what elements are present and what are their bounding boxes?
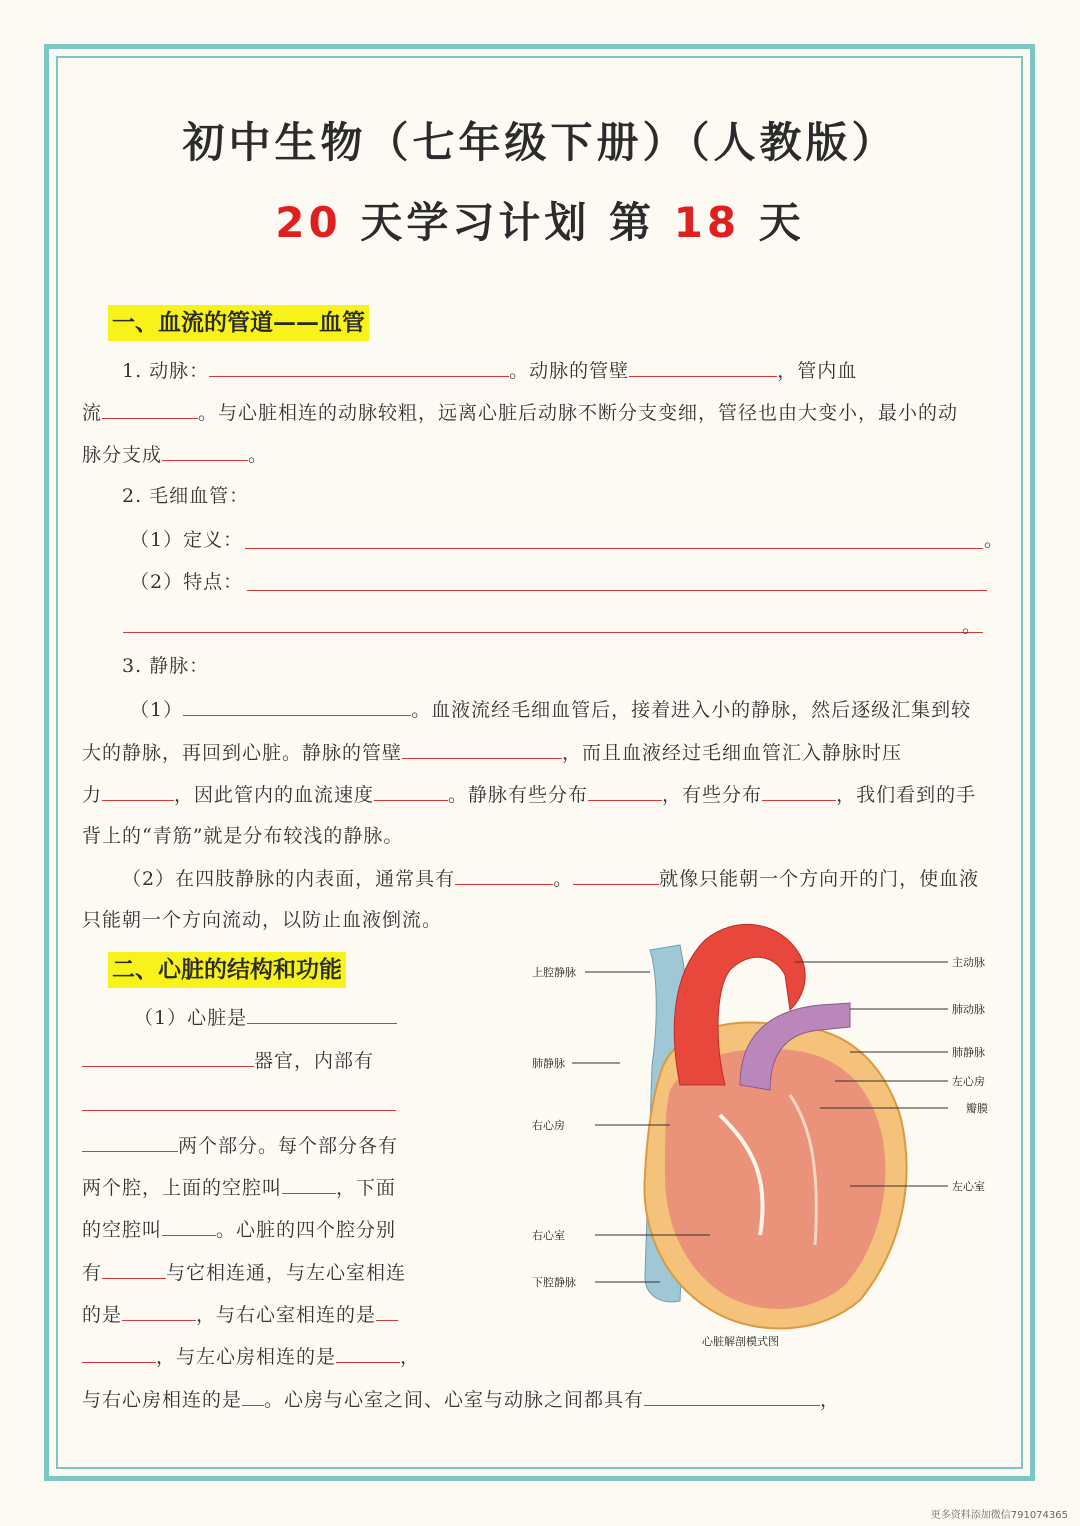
blank[interactable] — [102, 780, 174, 801]
blank[interactable] — [376, 1300, 398, 1321]
section2-heading: 二、心脏的结构和功能 — [108, 952, 346, 988]
label-right-atrium: 右心房 — [532, 1119, 565, 1132]
heart-line2: 器官，内部有 — [82, 1046, 374, 1075]
blank[interactable] — [102, 398, 198, 419]
period: 。 — [984, 529, 1005, 551]
day-total: 20 — [275, 198, 342, 247]
label-right-ventricle: 右心室 — [532, 1229, 565, 1242]
blank[interactable] — [102, 1258, 166, 1279]
blank[interactable] — [588, 780, 662, 801]
label-svc: 上腔静脉 — [532, 966, 576, 979]
blank[interactable] — [374, 780, 448, 801]
label-valve: 瓣膜 — [966, 1102, 988, 1115]
heart-line3-blank[interactable] — [82, 1110, 396, 1111]
vein-line4: 背上的“青筋”就是分布较浅的静脉。 — [82, 825, 404, 847]
watermark-text: 更多资料添加微信791074365 — [930, 1510, 1068, 1521]
blank[interactable] — [242, 1385, 264, 1406]
label-left-atrium: 左心房 — [952, 1075, 985, 1088]
label-pulm-vein-right: 肺静脉 — [952, 1046, 985, 1059]
label-left-ventricle: 左心室 — [952, 1180, 985, 1193]
blank[interactable] — [455, 864, 553, 885]
blank[interactable] — [162, 440, 248, 461]
blank[interactable] — [573, 864, 659, 885]
vein-line1: （1） 。血液流经毛细血管后，接着进入小的静脉，然后逐级汇集到较 — [130, 695, 971, 724]
artery-line3: 脉分支成 。 — [82, 440, 268, 469]
artery-line1: 1. 动脉： 。动脉的管壁 ，管内血 — [122, 356, 857, 385]
blank[interactable] — [122, 1300, 196, 1321]
heart-line4: 两个部分。每个部分各有 — [82, 1131, 398, 1160]
vein-line2: 大的静脉，再回到心脏。静脉的管壁 ，而且血液经过毛细血管汇入静脉时压 — [82, 738, 902, 767]
label-pulm-vein-left: 肺静脉 — [532, 1057, 565, 1070]
label-ivc: 下腔静脉 — [532, 1276, 576, 1289]
day-number: 18 — [673, 198, 741, 247]
blank[interactable] — [762, 780, 836, 801]
vein-line3: 力 ，因此管内的血流速度 。静脉有些分布 ，有些分布 ，我们看到的手 — [82, 780, 976, 809]
label-aorta: 主动脉 — [952, 956, 985, 969]
capillary-def-blank[interactable] — [245, 548, 983, 549]
capillary-feature-blank[interactable] — [247, 590, 987, 591]
blank[interactable] — [209, 356, 509, 377]
vein-valve-line1: （2）在四肢静脉的内表面，通常具有 。 就像只能朝一个方向开的门，使血液 — [122, 864, 979, 893]
subtitle-mid: 天学习计划 第 — [341, 198, 674, 247]
capillary-feature-blank2[interactable] — [123, 632, 983, 633]
period: 。 — [962, 615, 983, 637]
blank[interactable] — [629, 356, 777, 377]
heart-line7: 有 与它相连通，与左心室相连 — [82, 1258, 406, 1287]
heart-line9: ，与左心房相连的是 ， — [82, 1342, 420, 1371]
vein-title: 3. 静脉： — [122, 655, 210, 677]
heart-anatomy-diagram — [520, 915, 1010, 1355]
blank[interactable] — [247, 1003, 397, 1024]
blank[interactable] — [82, 1342, 156, 1363]
blank[interactable] — [282, 1173, 336, 1194]
page-subtitle — [0, 190, 1080, 250]
blank[interactable] — [82, 1131, 178, 1152]
heart-line1: （1）心脏是 — [134, 1003, 397, 1032]
blank[interactable] — [82, 1046, 254, 1067]
blank[interactable] — [644, 1385, 820, 1406]
subtitle-end: 天 — [740, 198, 805, 247]
capillary-title: 2. 毛细血管： — [122, 485, 250, 507]
blank[interactable] — [336, 1342, 400, 1363]
heart-line5: 两个腔，上面的空腔叫 ，下面 — [82, 1173, 396, 1202]
section1-heading: 一、血流的管道——血管 — [108, 305, 369, 341]
capillary-def-label: （1）定义： — [130, 529, 244, 551]
heart-line8: 的是 ，与右心室相连的是 — [82, 1300, 398, 1329]
page-title: 初中生物（七年级下册）（人教版） — [182, 118, 898, 167]
vein-valve-line2: 只能朝一个方向流动，以防止血液倒流。 — [82, 909, 443, 931]
heart-line6: 的空腔叫 。心脏的四个腔分别 — [82, 1215, 396, 1244]
heart-chamber-shape — [665, 1049, 885, 1309]
capillary-feature-label: （2）特点： — [130, 571, 244, 593]
blank[interactable] — [162, 1215, 216, 1236]
label-pulm-artery: 肺动脉 — [952, 1003, 985, 1016]
heart-line10: 与右心房相连的是 。心房与心室之间、心室与动脉之间都具有 ， — [82, 1385, 840, 1414]
blank[interactable] — [183, 695, 411, 716]
artery-line2: 流 。与心脏相连的动脉较粗，远离心脏后动脉不断分支变细，管径也由大变小，最小的动 — [82, 398, 958, 427]
diagram-caption: 心脏解剖模式图 — [702, 1335, 779, 1348]
blank[interactable] — [402, 738, 562, 759]
